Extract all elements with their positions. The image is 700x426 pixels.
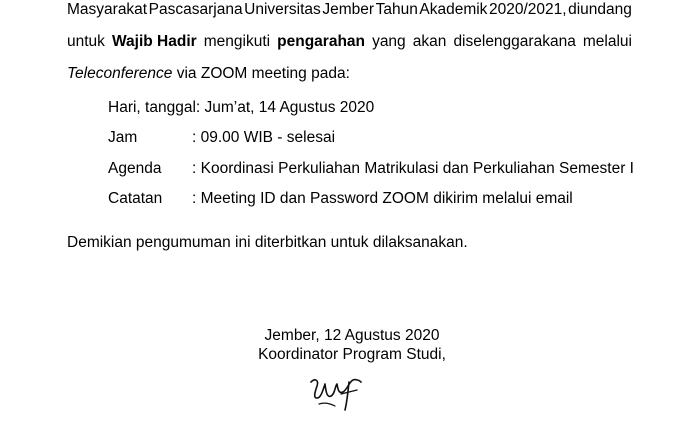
- intro-word: untuk: [67, 33, 105, 50]
- intro-word: Jember: [322, 1, 375, 18]
- signatory-role: Koordinator Program Studi,: [258, 346, 446, 363]
- intro-word: mengikuti: [203, 33, 271, 50]
- detail-label: Jam: [108, 129, 138, 146]
- detail-separator: :: [195, 99, 205, 116]
- detail-row-date: [108, 98, 374, 118]
- closing-statement: Demikian pengumuman ini diterbitkan untuk dilaksanakan.: [67, 234, 468, 251]
- detail-separator: :: [192, 190, 201, 207]
- signature-icon: [305, 368, 365, 414]
- intro-word: Tahun: [375, 1, 418, 18]
- detail-value-group: [192, 128, 335, 148]
- detail-label: Catatan: [108, 190, 163, 207]
- detail-separator: :: [192, 129, 201, 146]
- intro-line-3: [67, 64, 350, 84]
- detail-value: Meeting ID dan Password ZOOM dikirim melalui email: [200, 190, 573, 207]
- detail-value-group: [192, 189, 573, 209]
- intro-word: Universitas: [244, 1, 321, 18]
- intro-line-2: [67, 32, 632, 52]
- detail-value: 09.00 WIB - selesai: [200, 129, 336, 146]
- intro-word: Pascasarjana: [148, 1, 243, 18]
- detail-value-group: [192, 159, 634, 179]
- intro-word: melalui: [582, 33, 632, 50]
- intro-word: yang: [372, 33, 406, 50]
- signature-block: [252, 326, 452, 364]
- detail-label: Agenda: [108, 160, 162, 177]
- place-date: Jember, 12 Agustus 2020: [264, 327, 440, 344]
- intro-word: Akademik: [419, 1, 488, 18]
- intro-word: diselenggarakana: [453, 33, 576, 50]
- intro-word: 2020/2021,: [488, 1, 567, 18]
- detail-value: Jum’at, 14 Agustus 2020: [204, 99, 375, 116]
- emphasis-pengarahan: pengarahan: [277, 33, 365, 50]
- intro-line-1: [67, 0, 632, 20]
- intro-word: diundang: [568, 1, 632, 18]
- detail-value: Koordinasi Perkuliahan Matrikulasi dan Perkuliahan Semester I: [200, 160, 634, 177]
- intro-word: Masyarakat: [67, 1, 148, 18]
- detail-separator: :: [192, 160, 201, 177]
- detail-label: Hari, tanggal: [108, 99, 196, 116]
- intro-line-3-rest: via ZOOM meeting pada:: [172, 65, 350, 82]
- emphasis-wajib-hadir: Wajib Hadir: [111, 33, 197, 50]
- teleconference-term: Teleconference: [67, 65, 173, 82]
- intro-word: akan: [412, 33, 447, 50]
